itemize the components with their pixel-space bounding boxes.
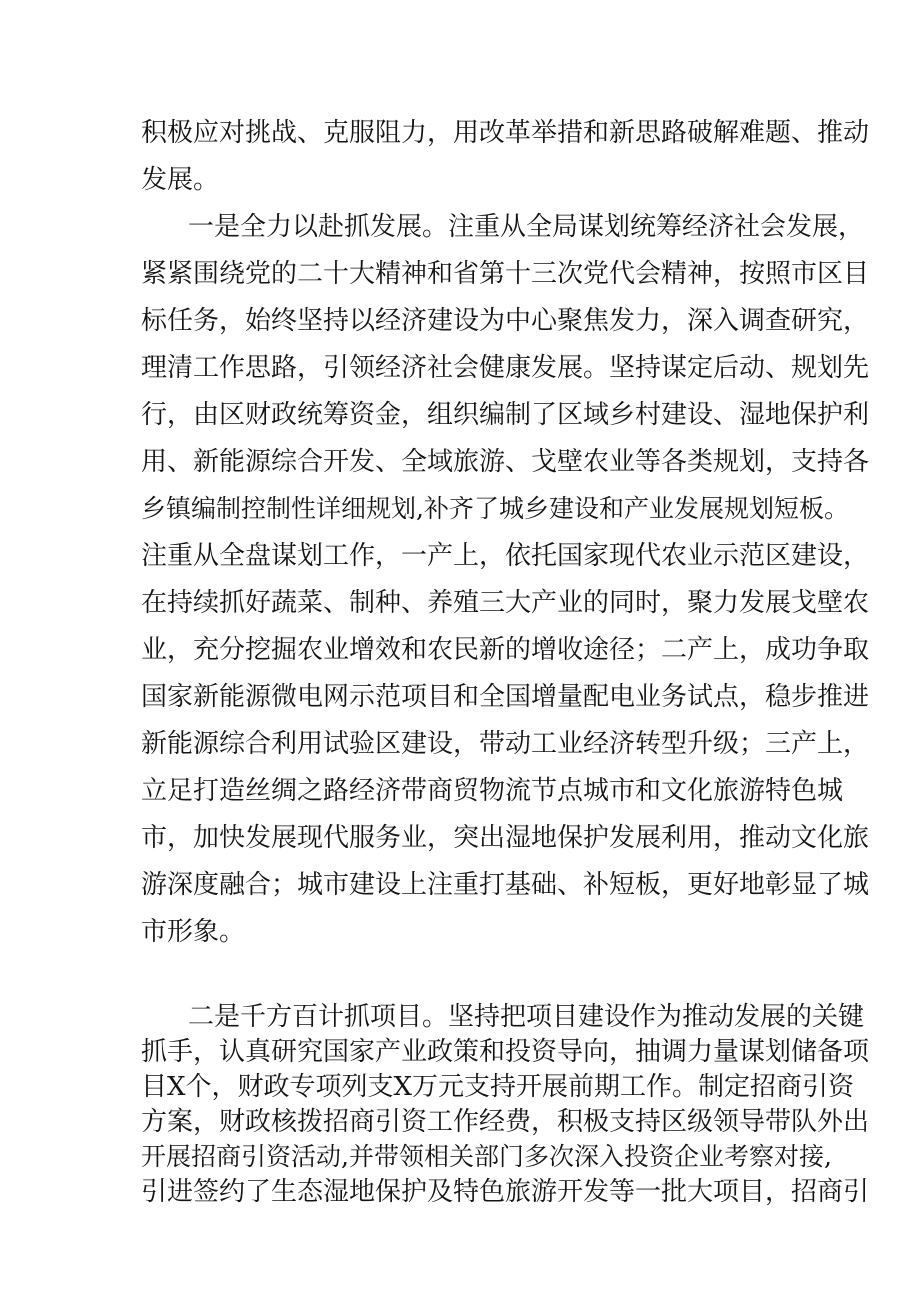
p1-line-14: 市，加快发展现代服务业，突出湿地保护发展利用，推动文化旅 — [141, 823, 870, 853]
p1-line-16: 市形象。 — [141, 917, 246, 947]
p1-line-13: 立足打造丝绸之路经济带商贸物流节点城市和文化旅游特色城 — [141, 776, 844, 806]
p0-line-1: 积极应对挑战、克服阻力，用改革举措和新思路破解难题、推动 — [141, 118, 870, 148]
p1-line-5: 行，由区财政统筹资金，组织编制了区域乡村建设、湿地保护利 — [141, 400, 870, 430]
p1-line-1: 一是全力以赴抓发展。注重从全局谋划统筹经济社会发展， — [188, 212, 865, 242]
p1-line-8: 注重从全盘谋划工作，一产上，依托国家现代农业示范区建设， — [141, 541, 870, 571]
p2-line-6: 引进签约了生态湿地保护及特色旅游开发等一批大项目，招商引 — [141, 1177, 870, 1207]
p0-line-2: 发展。 — [141, 165, 220, 195]
p1-line-10: 业，充分挖掘农业增效和农民新的增收途径；二产上，成功争取 — [141, 635, 870, 665]
p1-line-3: 标任务，始终坚持以经济建设为中心聚焦发力，深入调查研究， — [141, 306, 870, 336]
p2-line-4: 方案，财政核拨招商引资工作经费，积极支持区级领导带队外出 — [141, 1107, 870, 1137]
p1-line-9: 在持续抓好蔬菜、制种、养殖三大产业的同时，聚力发展戈壁农 — [141, 588, 870, 618]
p1-line-4: 理清工作思路，引领经济社会健康发展。坚持谋定后动、规划先 — [141, 353, 870, 383]
p1-line-15: 游深度融合；城市建设上注重打基础、补短板，更好地彰显了城 — [141, 870, 870, 900]
p1-line-7: 乡镇编制控制性详细规划,补齐了城乡建设和产业发展规划短板。 — [141, 494, 849, 523]
p1-line-11: 国家新能源微电网示范项目和全国增量配电业务试点，稳步推进 — [141, 682, 870, 712]
p1-line-2: 紧紧围绕党的二十大精神和省第十三次党代会精神，按照市区目 — [141, 259, 870, 289]
p2-line-3: 目X个，财政专项列支X万元支持开展前期工作。制定招商引资 — [141, 1072, 855, 1102]
p2-line-1: 二是千方百计抓项目。坚持把项目建设作为推动发展的关键 — [188, 1002, 865, 1032]
p1-line-6: 用、新能源综合开发、全域旅游、戈壁农业等各类规划，支持各 — [141, 447, 870, 477]
p1-line-12: 新能源综合利用试验区建设，带动工业经济转型升级；三产上， — [141, 729, 870, 759]
p2-line-5: 开展招商引资活动,并带领相关部门多次深入投资企业考察对接, — [141, 1142, 832, 1171]
p2-line-2: 抓手，认真研究国家产业政策和投资导向，抽调力量谋划储备项 — [141, 1037, 870, 1067]
